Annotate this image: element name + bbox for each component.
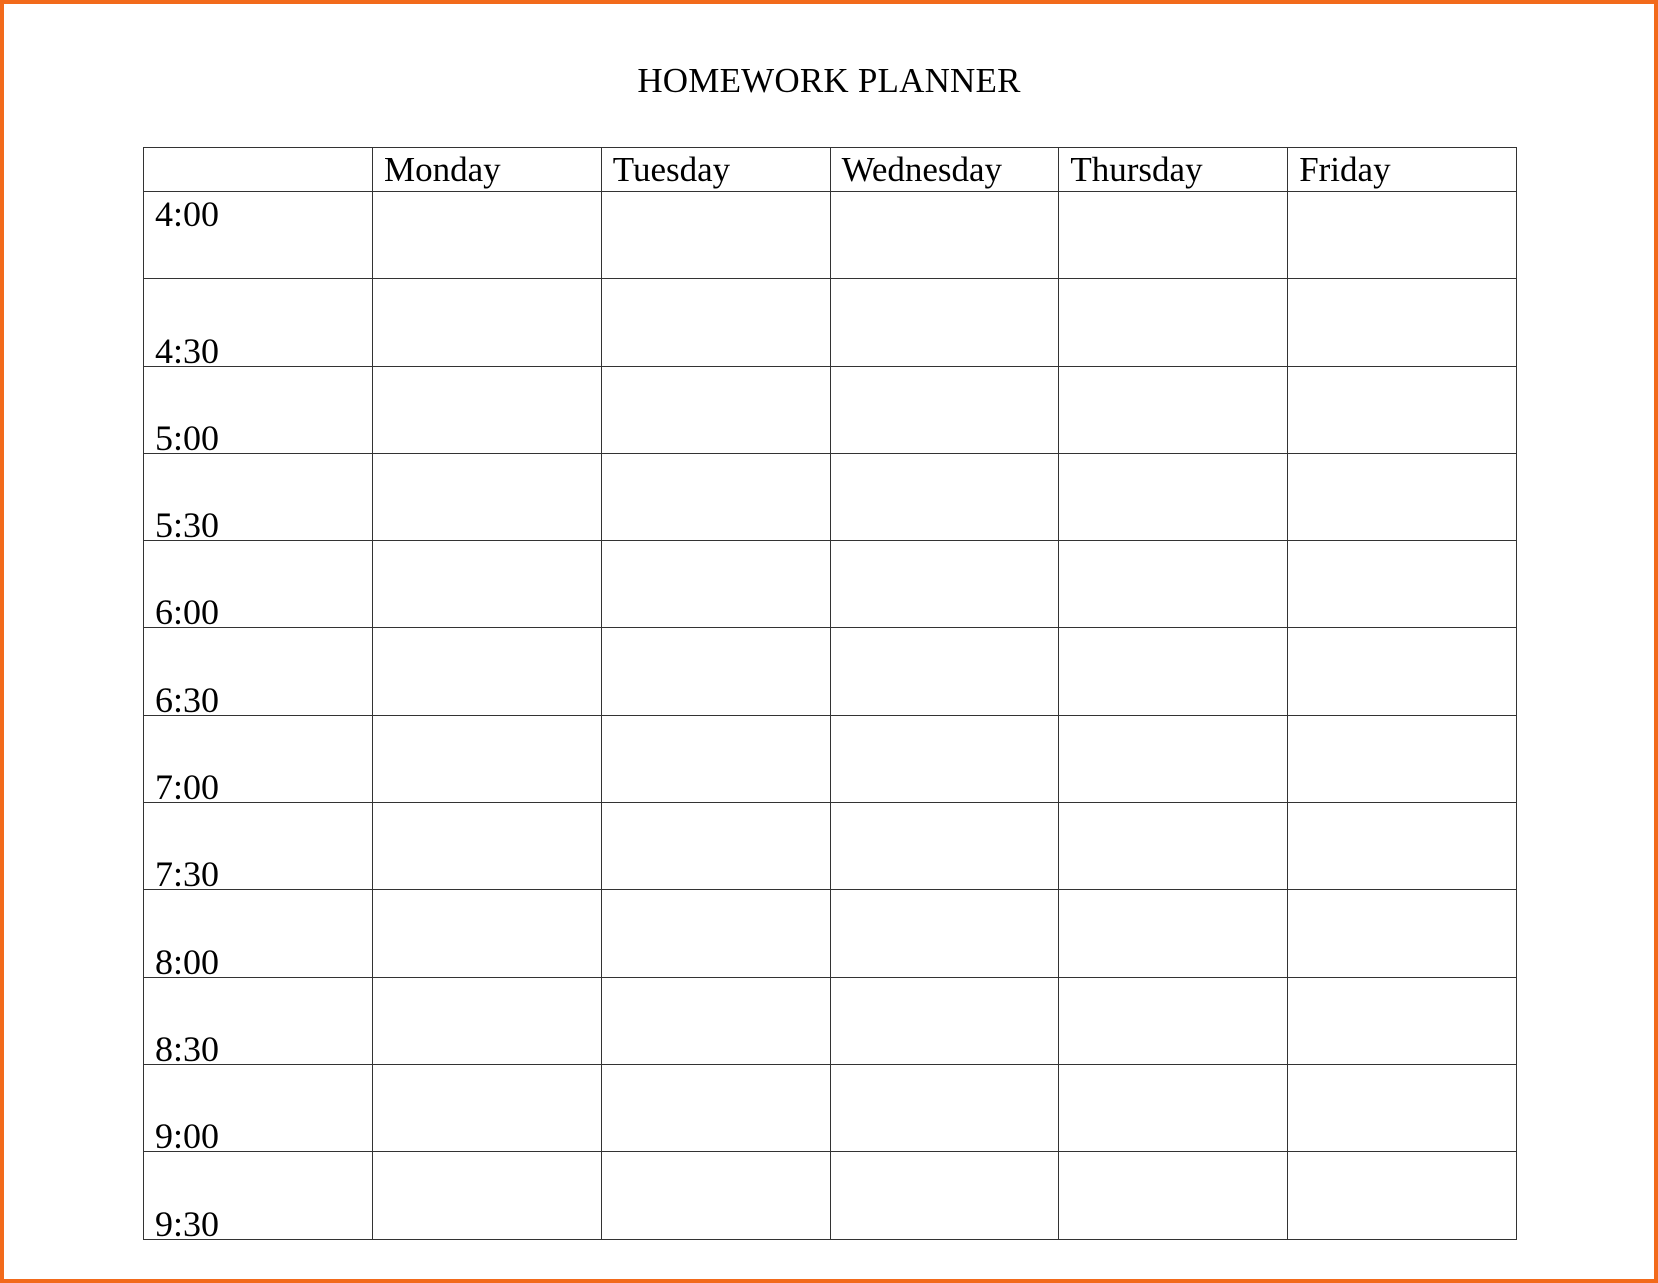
slot-cell-wednesday[interactable] [830, 192, 1059, 279]
slot-cell-monday[interactable] [373, 366, 602, 453]
time-label-cell [144, 890, 373, 982]
time-label-cell [144, 715, 373, 808]
time-label-cell [144, 977, 373, 1069]
slot-cell-monday[interactable] [373, 1064, 602, 1151]
time-label: 9:30 [155, 1203, 220, 1244]
slot-cell-friday[interactable] [1288, 541, 1517, 628]
time-slot-row [144, 1064, 1517, 1151]
time-label-cell [144, 366, 373, 458]
slot-cell-monday[interactable] [373, 279, 602, 366]
slot-cell-friday[interactable] [1288, 192, 1517, 279]
slot-cell-friday[interactable] [1288, 803, 1517, 890]
time-label-cell [144, 541, 373, 633]
slot-cell-monday[interactable] [373, 1152, 602, 1239]
corner-cell [144, 148, 373, 192]
day-header-monday: Monday [373, 148, 602, 192]
slot-cell-thursday[interactable] [1059, 541, 1288, 628]
slot-cell-thursday[interactable] [1059, 453, 1288, 540]
time-label-cell [144, 1152, 373, 1244]
slot-cell-friday[interactable] [1288, 366, 1517, 453]
slot-cell-monday[interactable] [373, 628, 602, 715]
time-label: 7:00 [155, 767, 220, 808]
slot-cell-thursday[interactable] [1059, 977, 1288, 1064]
time-label-cell [144, 453, 373, 546]
slot-cell-tuesday[interactable] [601, 192, 830, 279]
slot-cell-tuesday[interactable] [601, 977, 830, 1064]
slot-cell-friday[interactable] [1288, 628, 1517, 715]
time-label: 8:30 [155, 1028, 220, 1069]
slot-cell-thursday[interactable] [1059, 366, 1288, 453]
slot-cell-wednesday[interactable] [830, 453, 1059, 540]
slot-cell-tuesday[interactable] [601, 1064, 830, 1151]
slot-cell-thursday[interactable] [1059, 279, 1288, 366]
time-label: 8:00 [155, 941, 220, 982]
slot-cell-friday[interactable] [1288, 1152, 1517, 1239]
slot-cell-monday[interactable] [373, 890, 602, 977]
slot-cell-friday[interactable] [1288, 890, 1517, 977]
header-row [144, 148, 1517, 192]
slot-cell-friday[interactable] [1288, 279, 1517, 366]
slot-cell-wednesday[interactable] [830, 1152, 1059, 1239]
time-label-cell [144, 192, 373, 279]
slot-cell-tuesday[interactable] [601, 366, 830, 453]
slot-cell-thursday[interactable] [1059, 890, 1288, 977]
time-label: 4:30 [155, 330, 220, 371]
slot-cell-thursday[interactable] [1059, 1152, 1288, 1239]
slot-cell-tuesday[interactable] [601, 890, 830, 977]
day-header-tuesday: Tuesday [601, 148, 830, 192]
time-label: 6:00 [155, 592, 220, 633]
day-header-friday: Friday [1288, 148, 1517, 192]
slot-cell-friday[interactable] [1288, 453, 1517, 540]
time-slot-row [144, 628, 1517, 715]
time-label: 7:30 [155, 854, 220, 895]
time-label: 4:00 [155, 194, 220, 234]
time-slot-row [144, 192, 1517, 279]
time-slot-row [144, 541, 1517, 628]
slot-cell-wednesday[interactable] [830, 977, 1059, 1064]
slot-cell-monday[interactable] [373, 715, 602, 802]
slot-cell-monday[interactable] [373, 977, 602, 1064]
time-slot-row [144, 803, 1517, 890]
time-label-cell [144, 628, 373, 720]
slot-cell-friday[interactable] [1288, 715, 1517, 802]
slot-cell-monday[interactable] [373, 453, 602, 540]
slot-cell-tuesday[interactable] [601, 803, 830, 890]
time-slot-row [144, 890, 1517, 977]
slot-cell-tuesday[interactable] [601, 279, 830, 366]
slot-cell-thursday[interactable] [1059, 715, 1288, 802]
slot-cell-monday[interactable] [373, 803, 602, 890]
slot-cell-wednesday[interactable] [830, 715, 1059, 802]
planner-table [143, 147, 1517, 1244]
slot-cell-thursday[interactable] [1059, 803, 1288, 890]
day-header-wednesday: Wednesday [830, 148, 1059, 192]
time-slot-row [144, 1152, 1517, 1239]
slot-cell-tuesday[interactable] [601, 628, 830, 715]
slot-cell-tuesday[interactable] [601, 715, 830, 802]
slot-cell-wednesday[interactable] [830, 628, 1059, 715]
slot-cell-wednesday[interactable] [830, 366, 1059, 453]
slot-cell-monday[interactable] [373, 541, 602, 628]
time-slot-row [144, 715, 1517, 802]
time-slot-row [144, 453, 1517, 540]
time-slot-row [144, 977, 1517, 1064]
slot-cell-wednesday[interactable] [830, 803, 1059, 890]
slot-cell-tuesday[interactable] [601, 453, 830, 540]
slot-cell-monday[interactable] [373, 192, 602, 279]
slot-cell-thursday[interactable] [1059, 1064, 1288, 1151]
time-label: 9:00 [155, 1116, 220, 1157]
slot-cell-friday[interactable] [1288, 1064, 1517, 1151]
slot-cell-thursday[interactable] [1059, 192, 1288, 279]
slot-cell-wednesday[interactable] [830, 541, 1059, 628]
slot-cell-friday[interactable] [1288, 977, 1517, 1064]
time-label: 5:00 [155, 417, 220, 458]
page-title: HOMEWORK PLANNER [637, 61, 1021, 100]
time-label-cell [144, 803, 373, 895]
time-label: 5:30 [155, 505, 220, 546]
time-label-cell [144, 279, 373, 371]
time-label-cell [144, 1064, 373, 1157]
day-header-thursday: Thursday [1059, 148, 1288, 192]
slot-cell-wednesday[interactable] [830, 890, 1059, 977]
slot-cell-wednesday[interactable] [830, 1064, 1059, 1151]
slot-cell-thursday[interactable] [1059, 628, 1288, 715]
time-label: 6:30 [155, 679, 220, 720]
slot-cell-tuesday[interactable] [601, 541, 830, 628]
time-slot-row [144, 279, 1517, 366]
slot-cell-tuesday[interactable] [601, 1152, 830, 1239]
time-slot-row [144, 366, 1517, 453]
slot-cell-wednesday[interactable] [830, 279, 1059, 366]
